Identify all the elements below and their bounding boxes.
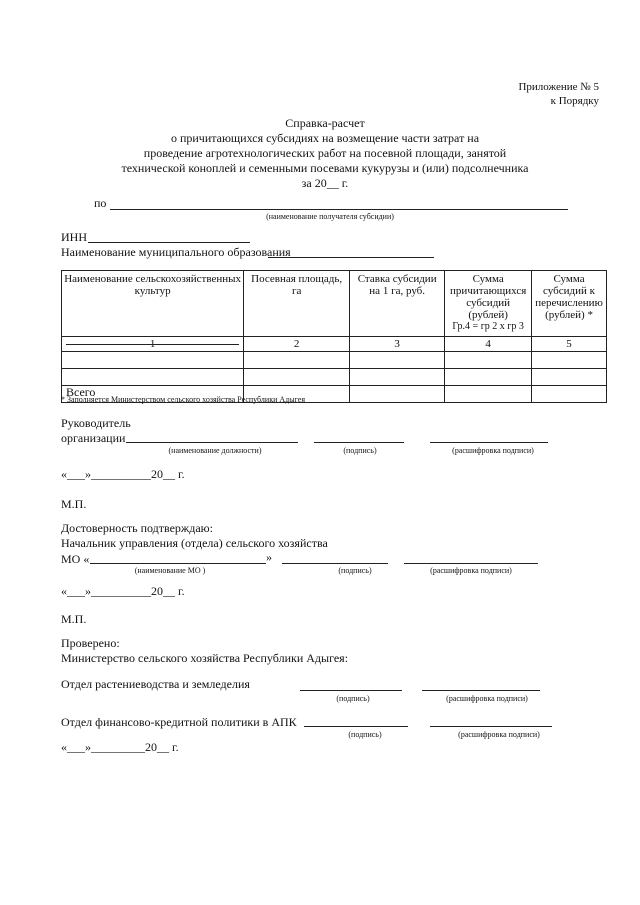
table-cell[interactable] [62,352,244,369]
col-number-1-text: 1 [149,338,156,350]
appendix-line-1: Приложение № 5 [518,81,599,93]
document-title [90,116,560,191]
title-line-2: о причитающихся субсидиях на возмещение части затрат на [170,131,480,145]
table-cell[interactable] [350,369,445,386]
footnote: * Заполняется Министерством сельского хозяйства Республики Адыгея [61,395,305,404]
table-cell[interactable] [532,386,607,403]
table-cell[interactable] [445,352,532,369]
title-line-3: проведение агротехнологических работ на посевной площади, занятой [143,146,507,160]
table-cell[interactable] [350,386,445,403]
header-due-formula: Гр.4 = гр 2 х гр 3 [452,321,524,332]
header-rate: Ставка субсидии на 1 га, руб. [350,271,445,337]
col-number-4: 4 [445,337,532,352]
header-transfer: Сумма субсидий к перечислению (рублей) * [532,271,607,337]
dept1-decode-field[interactable] [422,690,540,691]
table-header-row [62,271,607,337]
recipient-field[interactable] [110,209,568,210]
col-number-1 [62,337,244,352]
chief-signature-caption: (подпись) [338,566,372,575]
dept2-decode-field[interactable] [430,726,552,727]
dept1-signature-field[interactable] [300,690,402,691]
head-decode-caption: (расшифровка подписи) [452,446,534,455]
dept2-signature-caption: (подпись) [348,730,382,739]
table-cell[interactable] [532,369,607,386]
head-decode-field[interactable] [430,442,548,443]
confirm-line-1: Достоверность подтверждаю: [61,521,213,535]
confirm-block [61,521,328,551]
position-field[interactable] [126,442,298,443]
table-cell[interactable] [445,386,532,403]
appendix-line-2: к Порядку [550,95,599,107]
checked-line-1: Проверено: [61,636,120,650]
title-line-4: технической коноплей и семенными посевами кукурузы и (или) подсолнечника [121,161,529,175]
dept2-signature-field[interactable] [304,726,408,727]
dept1-signature-caption: (подпись) [336,694,370,703]
inn-label: ИНН [61,230,87,244]
appendix-note [440,80,599,108]
head-title-line-1: Руководитель [61,416,131,430]
col-number-5: 5 [532,337,607,352]
chief-decode-field[interactable] [404,563,538,564]
table-cell[interactable] [532,352,607,369]
municipality-field[interactable] [268,257,434,258]
table-cell[interactable] [244,352,350,369]
chief-signature-field[interactable] [282,563,388,564]
municipality-label: Наименование муниципального образования [61,245,291,259]
table-number-row [62,337,607,352]
table-row [62,352,607,369]
mo-name-field[interactable] [90,563,266,564]
confirm-date: «___»__________20__ г. [61,584,185,598]
head-seal: М.П. [61,497,87,511]
head-block [61,416,131,446]
mo-caption: (наименование МО ) [134,566,206,575]
head-date: «___»__________20__ г. [61,467,185,481]
chief-decode-caption: (расшифровка подписи) [430,566,512,575]
col-number-underline [66,344,239,345]
checked-block [61,636,348,666]
table-cell[interactable] [445,369,532,386]
head-signature-field[interactable] [314,442,404,443]
confirm-seal: М.П. [61,612,87,626]
inn-field[interactable] [88,242,250,243]
checked-date: «___»_________20__ г. [61,740,179,754]
table-cell[interactable] [244,369,350,386]
subsidy-table [61,270,607,403]
dept2-label: Отдел финансово-кредитной политики в АПК [61,715,297,729]
mo-open: МО « [61,552,90,566]
confirm-line-2: Начальник управления (отдела) сельского хозяйства [61,536,328,550]
header-due-text: Сумма причитающихся субсидий (рублей) [450,273,527,321]
header-due [445,271,532,337]
dept2-decode-caption: (расшифровка подписи) [458,730,540,739]
dept1-decode-caption: (расшифровка подписи) [446,694,528,703]
title-line-5: за 20__ г. [301,176,349,190]
col-number-2: 2 [244,337,350,352]
head-title-line-2: организации [61,431,126,445]
total-label-text: Всего [66,385,96,399]
dept1-label: Отдел растениеводства и земледелия [61,677,250,691]
table-cell[interactable] [350,352,445,369]
recipient-caption: (наименование получателя субсидии) [266,212,394,221]
recipient-label: по [94,196,107,210]
mo-close: » [266,550,272,564]
head-signature-caption: (подпись) [343,446,377,455]
table-row [62,369,607,386]
header-crops: Наименование сельскохозяйственных культур [62,271,244,337]
table-cell[interactable] [62,369,244,386]
title-line-1: Справка-расчет [285,116,365,130]
checked-line-2: Министерство сельского хозяйства Республики Адыгея: [61,651,349,665]
position-caption: (наименование должности) [168,446,262,455]
col-number-3: 3 [350,337,445,352]
header-area: Посевная площадь, га [244,271,350,337]
